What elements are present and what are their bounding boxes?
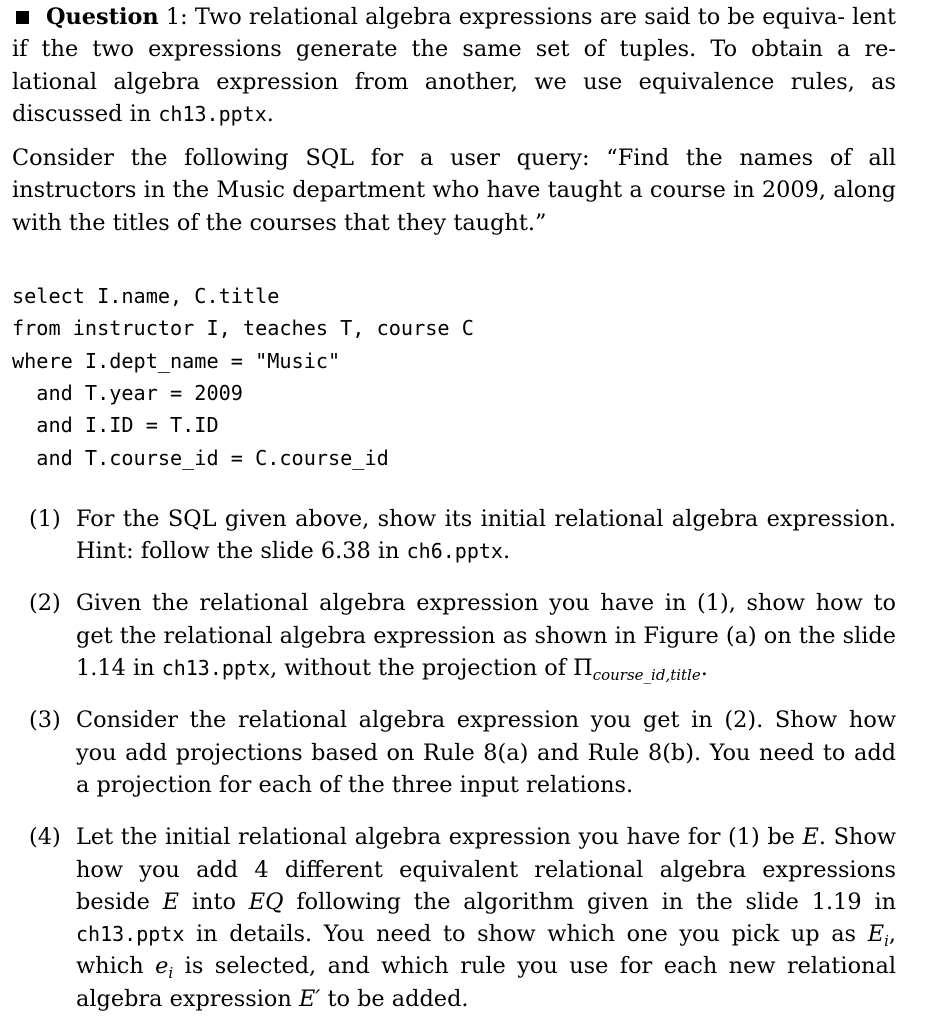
- task-list: [12, 503, 896, 1015]
- task-body: [76, 821, 896, 1015]
- consider-line-1: Consider the following SQL for a user query: “Find the names of all instructors: [12, 145, 896, 204]
- question-intro: [12, 1, 896, 130]
- task-number: (4): [29, 824, 61, 851]
- math-subscript: i: [884, 932, 889, 951]
- consider-line-3: of the courses that they taught.”: [176, 209, 547, 236]
- task-text: Given the relational algebra expression you have in (1), show how to get the relational algebra expression as shown in Figure (a) on the slide 1.14 in: [76, 590, 896, 682]
- question-page: [12, 1, 896, 1015]
- task-text: , which: [76, 921, 896, 980]
- task-text: following the algorithm given in the slide 1.19 in: [296, 888, 897, 915]
- sql-line: and I.ID = T.ID: [12, 413, 219, 438]
- task-text: For the SQL given above, show its initial relational algebra expression. Hint: follow the slide 6.38 in: [76, 505, 896, 565]
- task-text: is selected, and which rule you use for each new relational algebra expression: [76, 953, 896, 1012]
- sql-line: and T.course_id = C.course_id: [12, 445, 389, 470]
- task-item-4: [12, 821, 896, 1015]
- task-item-1: [12, 503, 896, 568]
- math-subscript: i: [168, 964, 174, 983]
- sql-line: from instructor I, teaches T, course C: [12, 316, 474, 341]
- math-var: E′: [298, 985, 321, 1012]
- math-var: EQ: [248, 888, 284, 915]
- consider-line-2: in the Music department who have taught a course in 2009, along with the titles: [12, 177, 896, 236]
- projection-symbol: Π: [573, 655, 593, 682]
- sql-line: and T.year = 2009: [12, 380, 243, 405]
- task-text: .: [700, 655, 708, 682]
- question-number: 1:: [165, 4, 188, 30]
- intro-line-1: Two relational algebra expressions are said to be equiva-: [194, 4, 845, 30]
- projection-subscript: course_id,title: [592, 666, 701, 685]
- sql-line: where I.dept_name = "Music": [12, 348, 341, 373]
- sql-code-block: [12, 280, 896, 474]
- task-number: (1): [29, 505, 61, 532]
- task-text: in details. You need to show which one you pick up as: [196, 921, 857, 948]
- file-name: ch13.pptx: [161, 656, 271, 681]
- task-text: . Show how you add 4 different equivalent relational algebra expressions beside: [76, 824, 896, 915]
- file-name: ch6.pptx: [406, 539, 503, 564]
- task-item-3: [12, 704, 896, 801]
- task-text: into: [191, 888, 236, 915]
- math-var: E: [867, 921, 885, 948]
- intro-end: .: [266, 100, 274, 127]
- task-item-2: [12, 587, 896, 684]
- math-var: E: [802, 824, 819, 851]
- math-var: e: [155, 953, 169, 980]
- sql-line: select I.name, C.title: [12, 284, 280, 309]
- task-text: , without the projection of: [270, 655, 567, 682]
- math-var: E: [162, 888, 180, 915]
- intro-line-2: lent if the two expressions generate the same set of tuples. To obtain a re-: [12, 4, 896, 63]
- task-text: .: [502, 538, 511, 565]
- task-text: Let the initial relational algebra expression you have for (1) be: [76, 824, 795, 851]
- question-title: Question: [46, 4, 159, 30]
- task-number: (3): [29, 707, 61, 734]
- intro-line-3: lational algebra expression from another, we use equivalence rules, as discussed: [12, 68, 896, 127]
- file-name: ch13.pptx: [76, 922, 185, 947]
- task-body: [76, 587, 896, 684]
- task-number: (2): [29, 590, 61, 617]
- intro-line-4: in: [129, 100, 152, 127]
- task-text: to be added.: [327, 985, 469, 1012]
- task-body: [76, 503, 896, 568]
- consider-paragraph: [12, 142, 896, 239]
- task-body: Consider the relational algebra expression you get in (2). Show how you add projections based on Rule 8(a) and Rule 8(b). You need to add a projection for each of the three input relations.: [76, 707, 896, 798]
- square-bullet-icon: [16, 11, 29, 24]
- intro-file-name: ch13.pptx: [158, 101, 267, 126]
